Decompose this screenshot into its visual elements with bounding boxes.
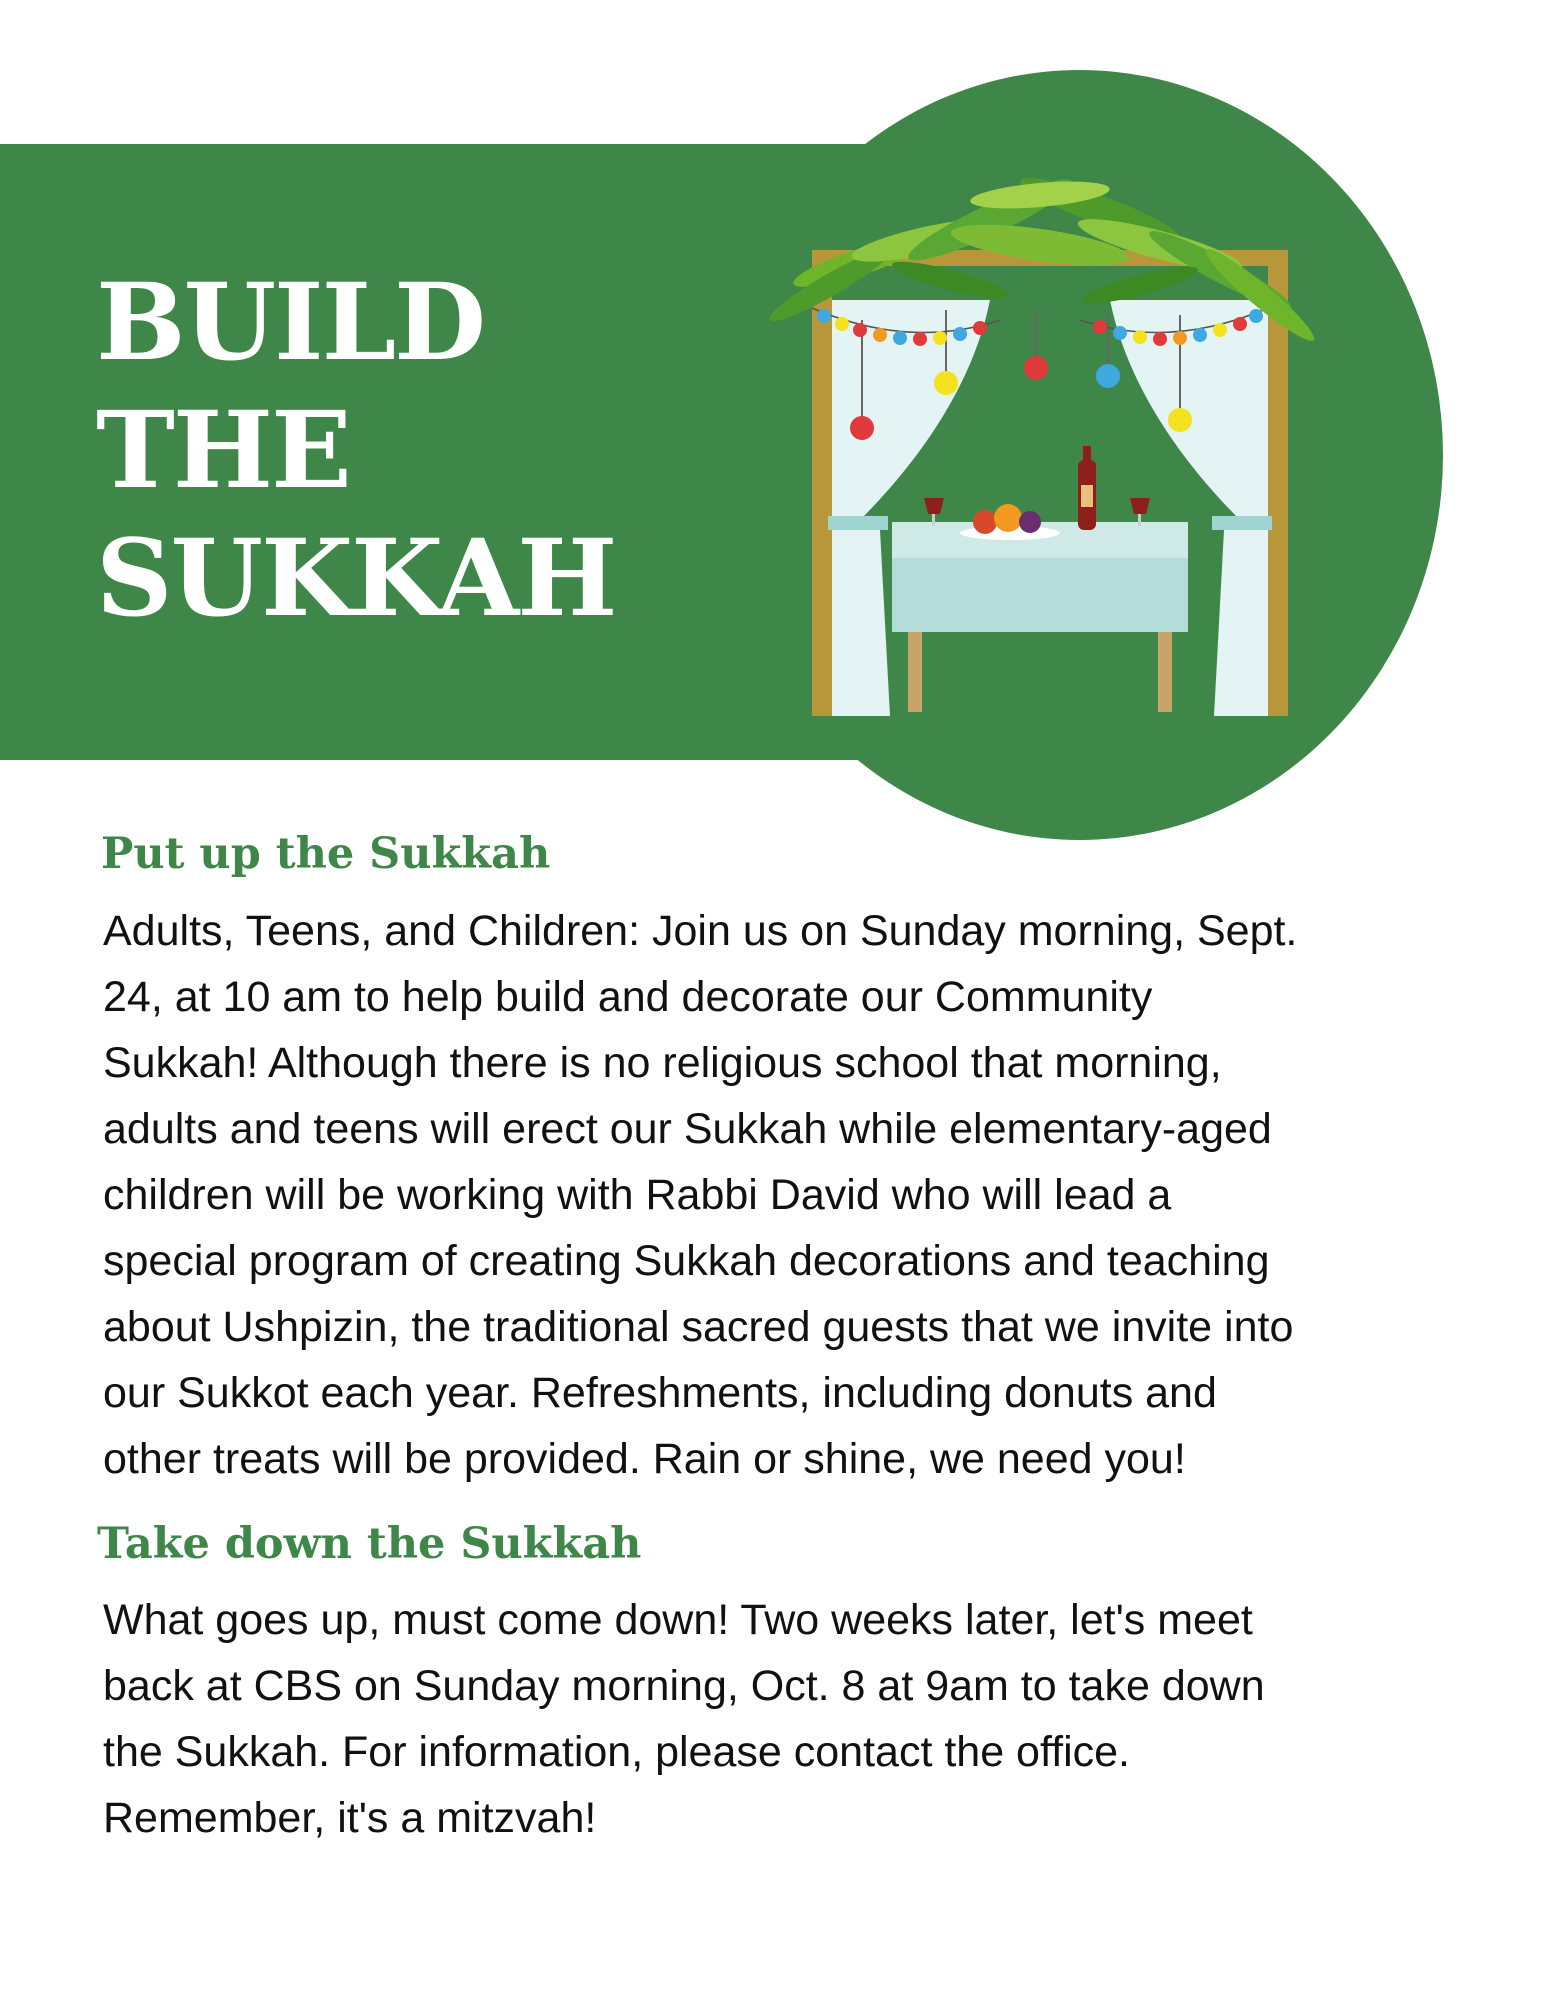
section-heading-put-up: Put up the Sukkah — [101, 829, 551, 879]
wine-glass-left-stem — [932, 514, 935, 526]
wine-bottle-neck — [1083, 446, 1091, 464]
wine-bottle-label — [1081, 485, 1093, 507]
title-line-1: BUILD — [96, 259, 485, 384]
ornament-blue — [1096, 364, 1120, 388]
text-line: about Ushpizin, the traditional sacred guests that we invite into — [103, 1303, 1294, 1351]
section-text-put-up — [103, 898, 1443, 1492]
ornament-red-1 — [850, 416, 874, 440]
text-line: 24, at 10 am to help build and decorate our Community — [103, 973, 1153, 1021]
text-line: other treats will be provided. Rain or shine, we need you! — [103, 1435, 1186, 1483]
orange — [994, 504, 1022, 532]
text-line: Adults, Teens, and Children: Join us on Sunday morning, Sept. — [103, 907, 1298, 955]
left-curtain-bottom — [832, 530, 890, 716]
text-line: What goes up, must come down! Two weeks later, let's meet — [103, 1596, 1253, 1644]
text-line: special program of creating Sukkah decorations and teaching — [103, 1237, 1270, 1285]
right-curtain-top — [1110, 300, 1268, 522]
title-line-2: THE — [96, 387, 350, 512]
text-line: Remember, it's a mitzvah! — [103, 1794, 597, 1842]
left-tieback — [828, 516, 888, 530]
ornament-yellow-1 — [934, 371, 958, 395]
text-line: Sukkah! Although there is no religious school that morning, — [103, 1039, 1222, 1087]
table-leg-right — [1158, 632, 1172, 712]
grapes — [1019, 511, 1041, 533]
pomegranate — [973, 510, 997, 534]
wine-glass-right — [1130, 498, 1150, 514]
wine-glass-right-stem — [1138, 514, 1141, 526]
ornament-yellow-2 — [1168, 408, 1192, 432]
page-title — [96, 258, 615, 642]
section-heading-take-down: Take down the Sukkah — [97, 1519, 642, 1569]
right-tieback — [1212, 516, 1272, 530]
section-text-take-down — [103, 1587, 1443, 1851]
text-line: our Sukkot each year. Refreshments, including donuts and — [103, 1369, 1217, 1417]
text-line: children will be working with Rabbi David who will lead a — [103, 1171, 1172, 1219]
title-line-3: SUKKAH — [96, 515, 616, 640]
text-line: back at CBS on Sunday morning, Oct. 8 at 9am to take down — [103, 1662, 1265, 1710]
sukkah-illustration-icon — [740, 150, 1360, 730]
ornament-red-2 — [1024, 356, 1048, 380]
text-line: adults and teens will erect our Sukkah while elementary-aged — [103, 1105, 1272, 1153]
text-line: the Sukkah. For information, please contact the office. — [103, 1728, 1131, 1776]
wine-glass-left — [924, 498, 944, 514]
right-curtain-bottom — [1214, 530, 1268, 716]
table-leg-left — [908, 632, 922, 712]
